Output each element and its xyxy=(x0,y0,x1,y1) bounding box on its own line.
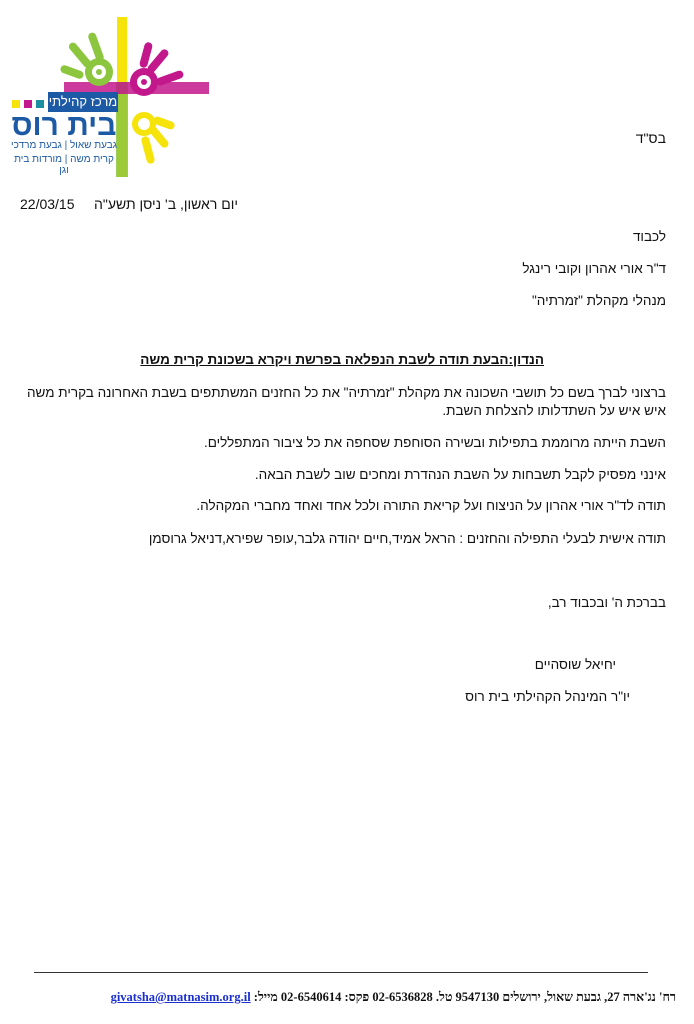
gregorian-date: 22/03/15 xyxy=(20,196,75,212)
recipient-names: ד"ר אורי אהרון וקובי רינגל xyxy=(522,261,666,276)
body-paragraph-3: אינני מפסיק לקבל תשבחות על השבת הנהדרת ומחכים שוב לשבת הבאה. xyxy=(254,467,666,482)
signer-title: יו"ר המינהל הקהילתי בית רוס xyxy=(465,689,630,704)
closing-blessing: בברכת ה' ובכבוד רב, xyxy=(547,595,666,610)
body-paragraph-5: תודה אישית לבעלי התפילה והחזנים : הראל אמיד,חיים יהודה גלבר,עופר שפירא,דניאל גרוסמן xyxy=(148,531,666,546)
letter-subject: הנדון:הבעת תודה לשבת הנפלאה בפרשת ויקרא בשכונת קרית משה xyxy=(140,352,544,367)
signer-name: יחיאל שוסהיים xyxy=(534,657,616,672)
footer-address: רח' נג'ארה 27, גבעת שאול, ירושלים 9547130 טל. 02-6536828 פקס: 02-6540614 מייל: xyxy=(253,990,676,1004)
footer-contact xyxy=(111,990,676,1005)
logo-line-4: קרית משה | מורדות בית וגן xyxy=(14,154,114,176)
bsd-header: בס"ד xyxy=(635,130,666,146)
logo-line-3: גבעת שאול | גבעת מרדכי xyxy=(11,140,117,151)
body-paragraph-1: ברצוני לברך בשם כל תושבי השכונה את מקהלת "זמרתיה" את כל החזנים המשתתפים בשבת האחרונה בקרית משה איש איש על השתדלותו להצלחת השבת. xyxy=(27,385,666,418)
logo-line-2: בית רוס xyxy=(11,109,117,142)
body-paragraph-2: השבת הייתה מרוממת בתפילות ובשירה הסוחפת שסחפה את כל ציבור המתפללים. xyxy=(203,435,666,450)
community-center-logo xyxy=(4,12,214,182)
recipient-role: מנהלי מקהלת "זמרתיה" xyxy=(532,293,666,308)
hebrew-date: יום ראשון, ב' ניסן תשע"ה xyxy=(94,196,238,212)
body-paragraph-4: תודה לד"ר אורי אהרון על הניצוח ועל קריאת התורה ולכל אחד ואחד מחברי המקהלה. xyxy=(196,498,666,513)
footer-email-link[interactable]: givatsha@matnasim.org.il xyxy=(110,990,251,1004)
recipient-to: לכבוד xyxy=(632,229,666,244)
footer-divider xyxy=(34,972,648,973)
logo-line-1: מרכז קהילתי xyxy=(48,92,118,112)
